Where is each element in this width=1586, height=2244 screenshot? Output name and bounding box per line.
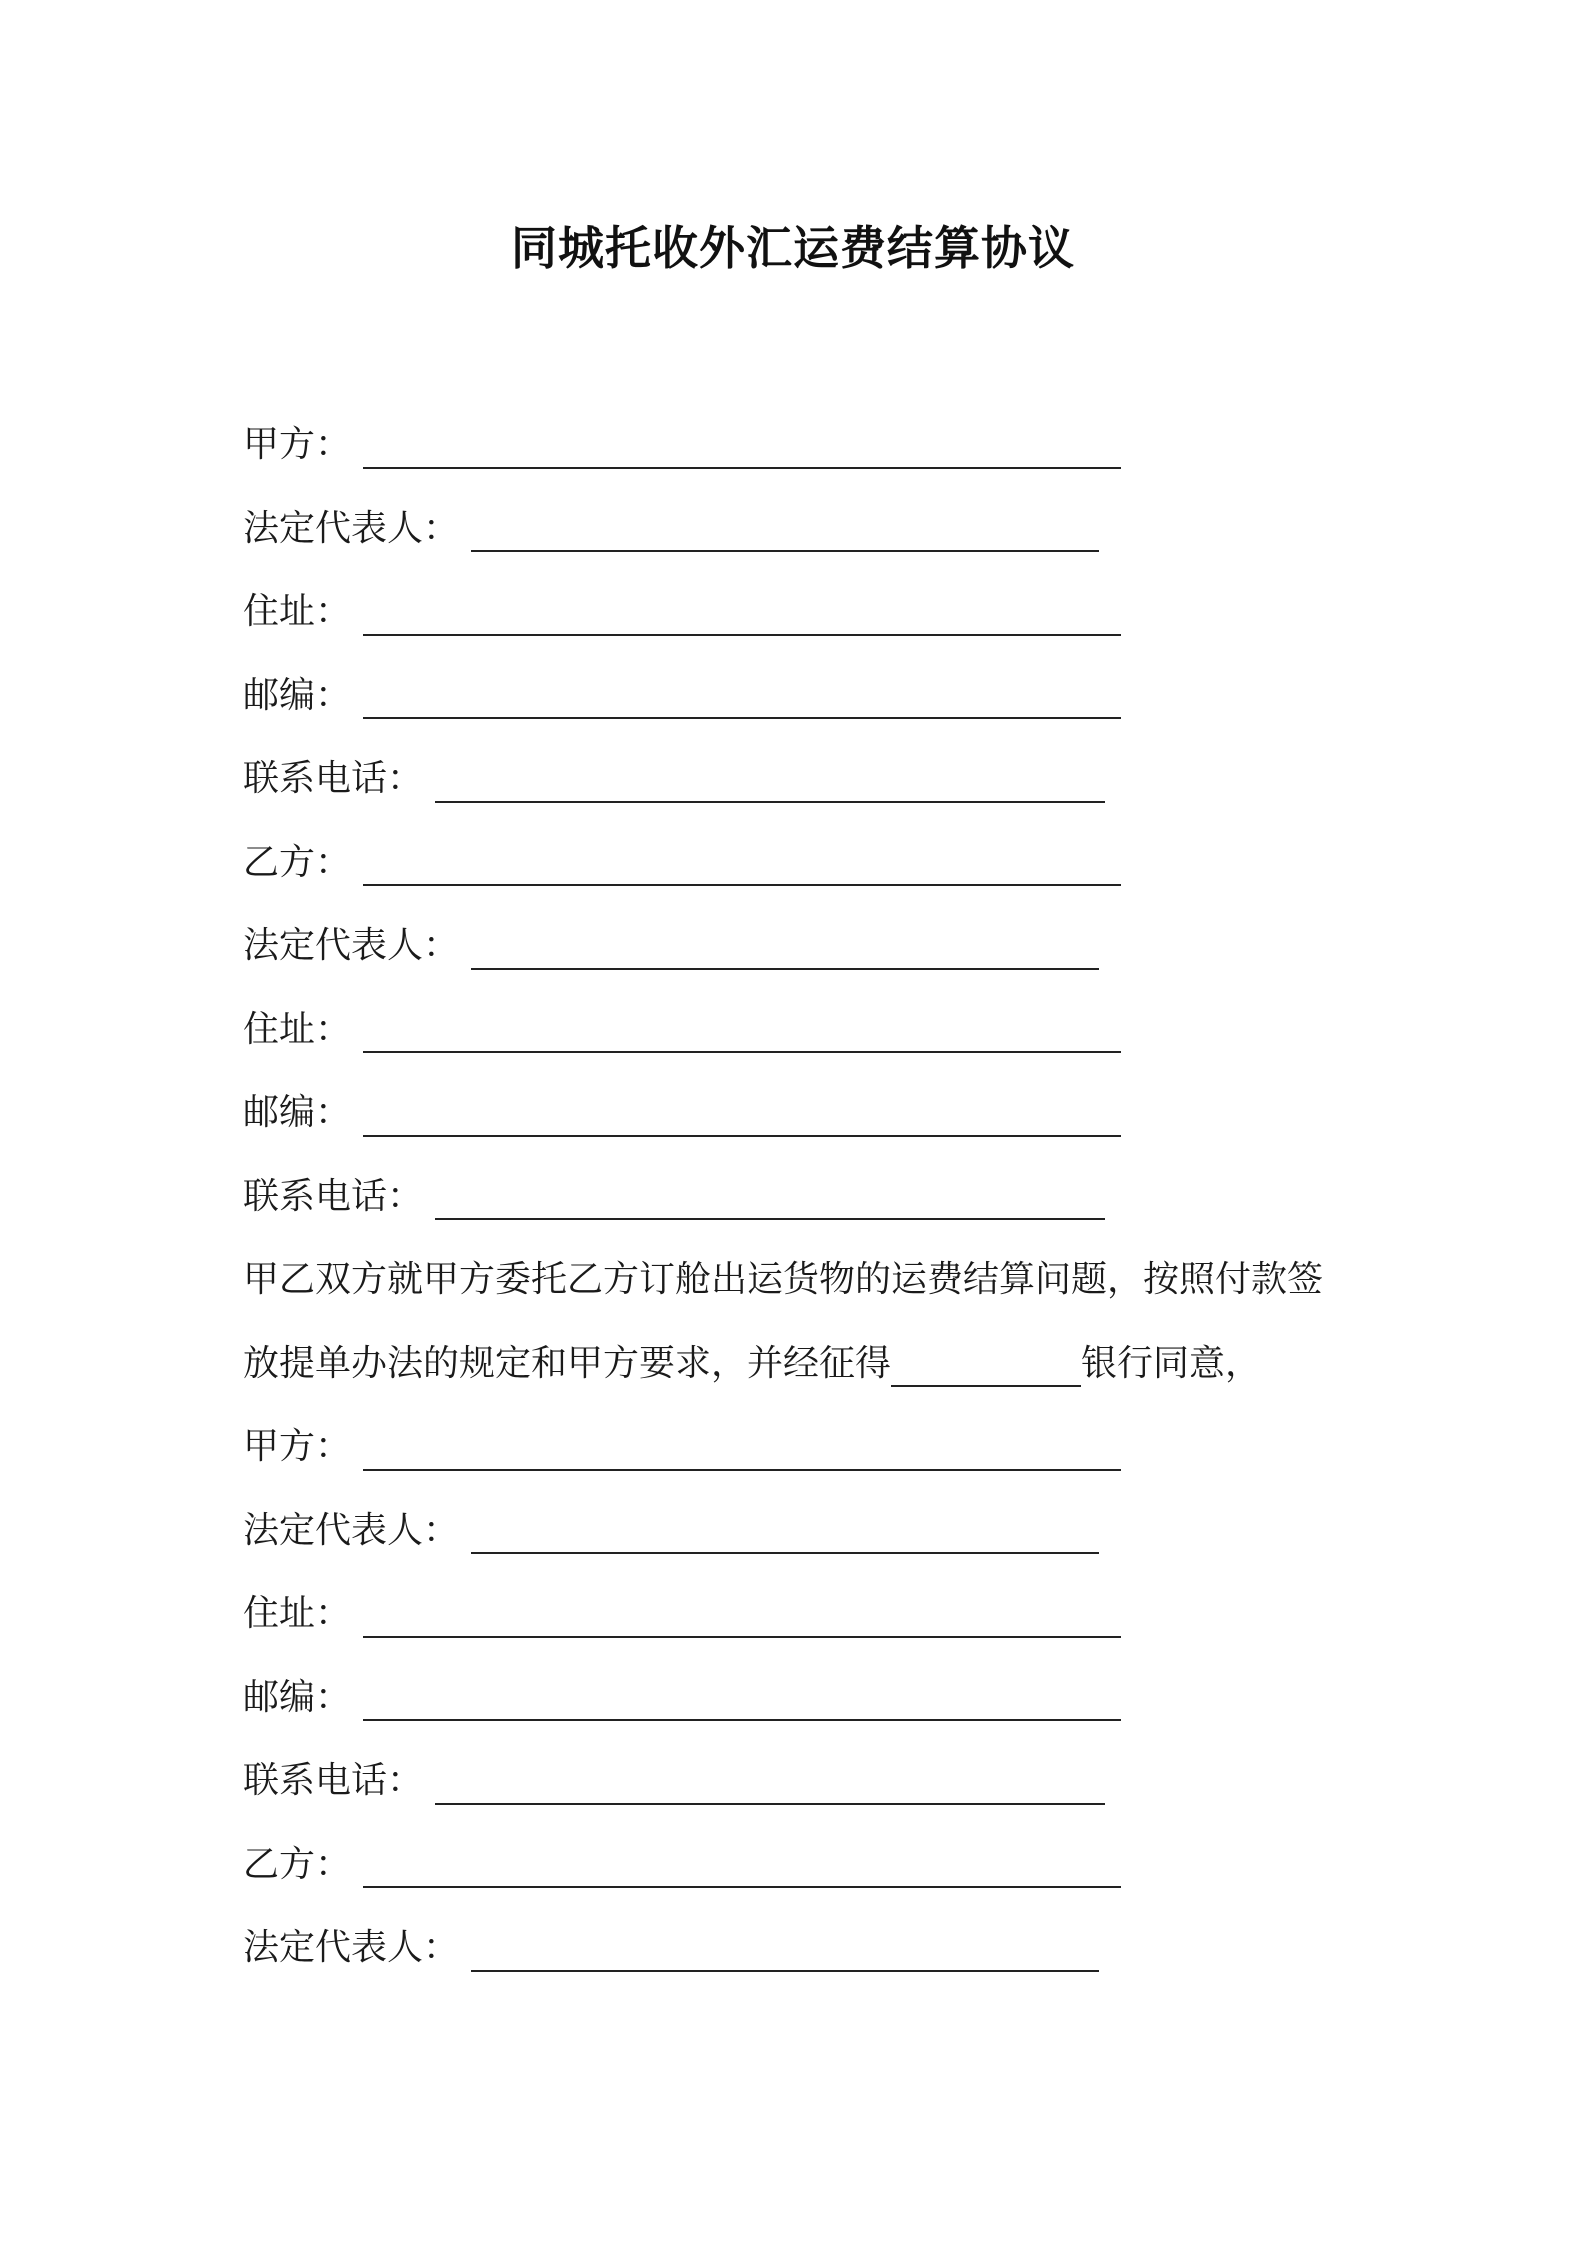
fill-in-blank — [471, 932, 1099, 970]
party-a-phone-row — [243, 734, 1363, 818]
field-label: 甲方： — [243, 424, 352, 466]
party-a-legal-rep-row — [243, 1486, 1363, 1570]
field-label: 邮编： — [243, 1676, 352, 1718]
field-label: 法定代表人： — [243, 1509, 460, 1551]
fill-in-blank — [435, 1182, 1105, 1220]
field-label: 法定代表人： — [243, 507, 460, 549]
party-b-name-row — [243, 818, 1363, 902]
document-title: 同城托收外汇运费结算协议 — [511, 221, 1075, 275]
bank-name-blank — [891, 1349, 1081, 1387]
party-a-name-row — [243, 1402, 1363, 1486]
party-b-legal-rep-row — [243, 901, 1363, 985]
paragraph-text: 甲乙双方就甲方委托乙方订舱出运货物的运费结算问题，按照付款签 — [243, 1259, 1324, 1301]
fill-in-blank — [363, 681, 1121, 719]
field-label: 法定代表人： — [243, 1927, 460, 1969]
party-b-legal-rep-row — [243, 1903, 1363, 1987]
party-a-postcode-row — [243, 1653, 1363, 1737]
field-label: 邮编： — [243, 674, 352, 716]
paragraph-text: 银行同意， — [1081, 1342, 1262, 1384]
party-b-name-row — [243, 1820, 1363, 1904]
fill-in-blank — [471, 514, 1099, 552]
field-label: 住址： — [243, 591, 352, 633]
field-label: 法定代表人： — [243, 925, 460, 967]
field-label: 乙方： — [243, 1843, 352, 1885]
field-label: 联系电话： — [243, 1175, 424, 1217]
field-label: 甲方： — [243, 1426, 352, 1468]
party-a-name-row — [243, 400, 1363, 484]
document-body — [243, 400, 1363, 1987]
fill-in-blank — [363, 1600, 1121, 1638]
fill-in-blank — [363, 1099, 1121, 1137]
fill-in-blank — [471, 1934, 1099, 1972]
party-b-phone-row — [243, 1152, 1363, 1236]
fill-in-blank — [435, 765, 1105, 803]
fill-in-blank — [363, 1683, 1121, 1721]
party-b-postcode-row — [243, 1068, 1363, 1152]
agreement-paragraph-line-2 — [243, 1319, 1363, 1403]
fill-in-blank — [435, 1767, 1105, 1805]
party-a-legal-rep-row — [243, 484, 1363, 568]
field-label: 邮编： — [243, 1092, 352, 1134]
field-label: 乙方： — [243, 841, 352, 883]
fill-in-blank — [363, 1015, 1121, 1053]
fill-in-blank — [363, 1433, 1121, 1471]
party-a-address-row — [243, 567, 1363, 651]
party-a-address-row — [243, 1569, 1363, 1653]
field-label: 联系电话： — [243, 758, 424, 800]
party-b-address-row — [243, 985, 1363, 1069]
fill-in-blank — [471, 1516, 1099, 1554]
field-label: 联系电话： — [243, 1760, 424, 1802]
fill-in-blank — [363, 431, 1121, 469]
party-a-phone-row — [243, 1736, 1363, 1820]
agreement-paragraph-line-1 — [243, 1235, 1363, 1319]
fill-in-blank — [363, 1850, 1121, 1888]
field-label: 住址： — [243, 1008, 352, 1050]
fill-in-blank — [363, 598, 1121, 636]
party-a-postcode-row — [243, 651, 1363, 735]
paragraph-text: 放提单办法的规定和甲方要求，并经征得 — [243, 1342, 892, 1384]
fill-in-blank — [363, 848, 1121, 886]
field-label: 住址： — [243, 1593, 352, 1635]
